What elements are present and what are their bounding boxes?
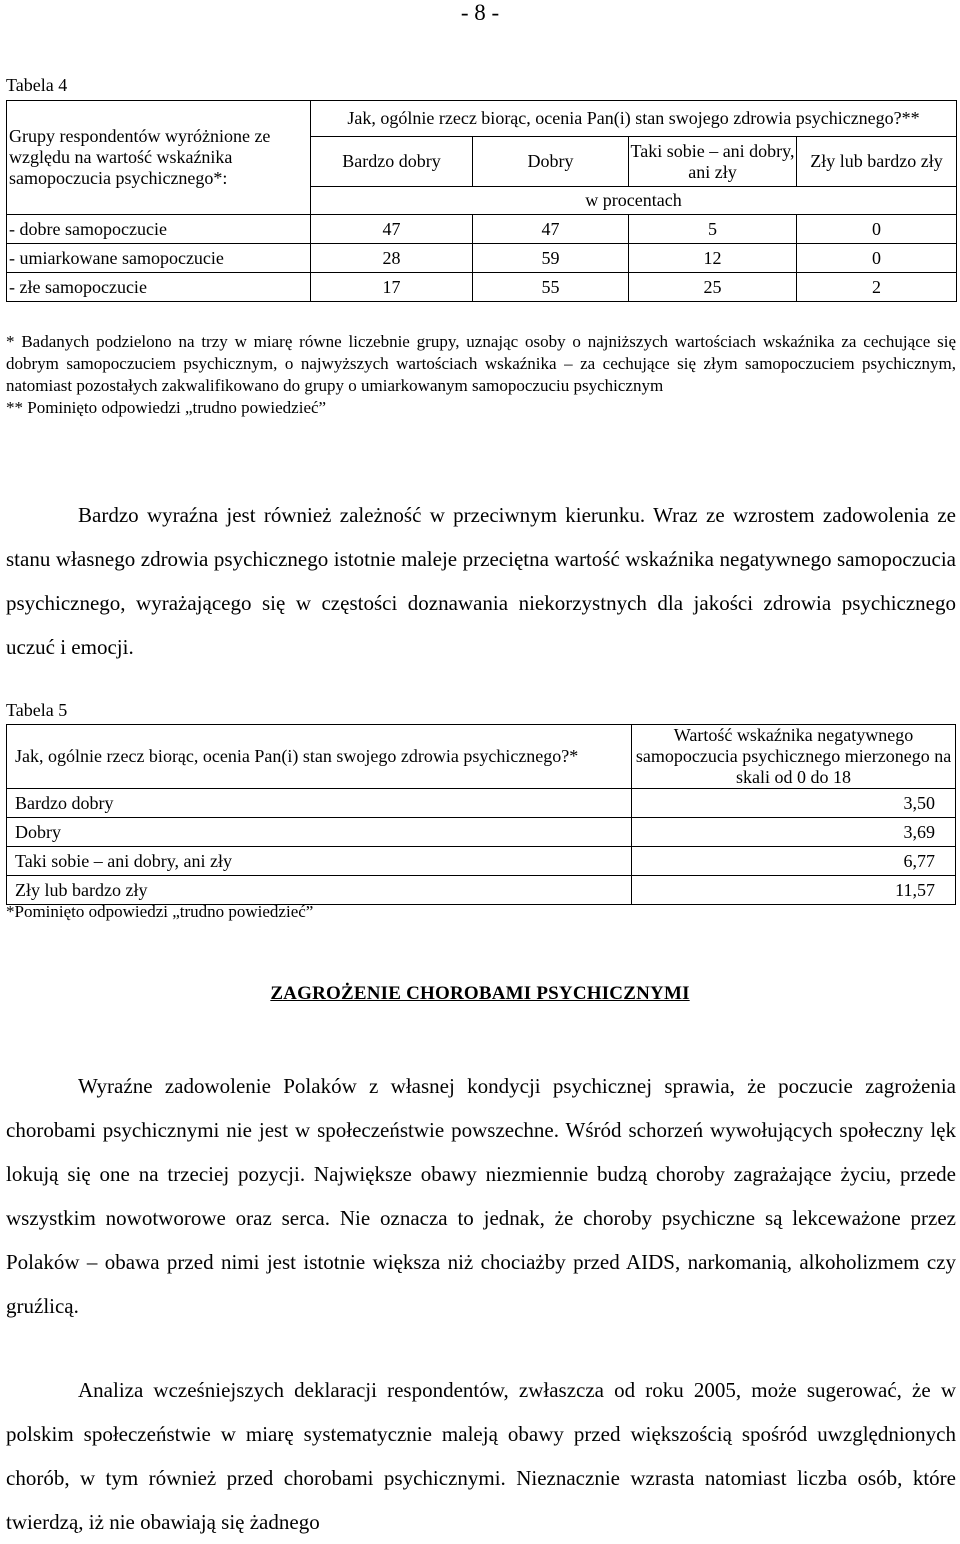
- table5-note: *Pominięto odpowiedzi „trudno powiedzieć”: [6, 902, 314, 921]
- table4-label: Tabela 4: [6, 75, 68, 95]
- table4-col-header: Dobry: [473, 137, 629, 187]
- page-number: - 8 -: [460, 0, 500, 25]
- table5: [6, 724, 956, 905]
- table-row: [7, 847, 956, 876]
- table5-row-label: Bardzo dobry: [7, 789, 632, 818]
- paragraph-1: [6, 493, 956, 669]
- table5-col1-header: Jak, ogólnie rzecz biorąc, ocenia Pan(i) stan swojego zdrowia psychicznego?*: [7, 725, 632, 789]
- table4-row-label: - złe samopoczucie: [7, 273, 311, 302]
- table-row: [7, 215, 957, 244]
- table4-row-label: - umiarkowane samopoczucie: [7, 244, 311, 273]
- table4: [6, 100, 957, 302]
- paragraph-3-text: Analiza wcześniejszych deklaracji respondentów, zwłaszcza od roku 2005, może sugerować, że w polskim społeczeństwie w miarę systematycznie maleją obawy przed większością spośród uwzględnionych chorób, w tym również przed chorobami psychicznymi. Nieznacznie wzrasta natomiast liczba osób, które twierdzą, iż nie obawiają się żadnego: [6, 1378, 956, 1534]
- table4-cell: 55: [473, 273, 629, 302]
- table-row: [7, 789, 956, 818]
- table4-cell: 2: [797, 273, 957, 302]
- table4-notes: [6, 331, 956, 419]
- paragraph-2: [6, 1064, 956, 1328]
- section-heading: ZAGROŻENIE CHOROBAMI PSYCHICZNYMI: [270, 983, 690, 1004]
- table5-row-label: Dobry: [7, 818, 632, 847]
- table4-cell: 5: [629, 215, 797, 244]
- table4-col-header: Taki sobie – ani dobry, ani zły: [629, 137, 797, 187]
- table4-cell: 47: [311, 215, 473, 244]
- table4-note-2: ** Pominięto odpowiedzi „trudno powiedzieć”: [6, 398, 327, 417]
- table-row: [7, 273, 957, 302]
- table4-cell: 0: [797, 215, 957, 244]
- table4-cell: 28: [311, 244, 473, 273]
- table5-cell: 6,77: [632, 847, 956, 876]
- table4-cell: 17: [311, 273, 473, 302]
- table4-note-1: * Badanych podzielono na trzy w miarę równe liczebnie grupy, uznając osoby o najniższych wartościach wskaźnika za cechujące się dobrym samopoczuciem psychicznym, o najwyższych wartościach wskaźnika – za cechujące się złym samopoczuciem psychicznym, natomiast pozostałych zakwalifikowano do grupy o umiarkowanym samopoczuciu psychicznym: [6, 332, 956, 395]
- table4-col-header: Zły lub bardzo zły: [797, 137, 957, 187]
- table4-cell: 0: [797, 244, 957, 273]
- table5-cell: 3,50: [632, 789, 956, 818]
- table5-cell: 11,57: [632, 876, 956, 905]
- table4-cell: 59: [473, 244, 629, 273]
- paragraph-2-text: Wyraźne zadowolenie Polaków z własnej kondycji psychicznej sprawia, że poczucie zagrożenia chorobami psychicznymi nie jest w społeczeństwie powszechne. Wśród schorzeń wywołujących społeczny lęk lokują się one na trzeciej pozycji. Największe obawy niezmiennie budzą choroby zagrażające życiu, przede wszystkim nowotworowe oraz serca. Nie oznacza to jednak, że choroby psychiczne są lekceważone przez Polaków – obawa przed nimi jest istotnie większa niż chociażby przed AIDS, narkomanią, alkoholizmem czy gruźlicą.: [6, 1074, 956, 1318]
- table5-col2-header: Wartość wskaźnika negatywnego samopoczucia psychicznego mierzonego na skali od 0 do 18: [632, 725, 956, 789]
- table5-cell: 3,69: [632, 818, 956, 847]
- table4-col-header: Bardzo dobry: [311, 137, 473, 187]
- paragraph-1-text: Bardzo wyraźna jest również zależność w przeciwnym kierunku. Wraz ze wzrostem zadowolenia ze stanu własnego zdrowia psychicznego istotnie maleje przeciętna wartość wskaźnika negatywnego samopoczucia psychicznego, wyrażającego się w częstości doznawania niekorzystnych dla jakości zdrowia psychicznego uczuć i emocji.: [6, 503, 956, 659]
- table5-label: Tabela 5: [6, 700, 68, 720]
- table4-cell: 25: [629, 273, 797, 302]
- table4-cell: 47: [473, 215, 629, 244]
- table5-row-label: Zły lub bardzo zły: [7, 876, 632, 905]
- table4-row-header: Grupy respondentów wyróżnione ze względu na wartość wskaźnika samopoczucia psychicznego*:: [7, 101, 311, 215]
- table4-cell: 12: [629, 244, 797, 273]
- table-row: [7, 244, 957, 273]
- paragraph-3: [6, 1368, 956, 1544]
- table4-row-label: - dobre samopoczucie: [7, 215, 311, 244]
- table4-question: Jak, ogólnie rzecz biorąc, ocenia Pan(i) stan swojego zdrowia psychicznego?**: [311, 101, 957, 137]
- table4-unit: w procentach: [311, 187, 957, 215]
- table5-row-label: Taki sobie – ani dobry, ani zły: [7, 847, 632, 876]
- table-row: [7, 818, 956, 847]
